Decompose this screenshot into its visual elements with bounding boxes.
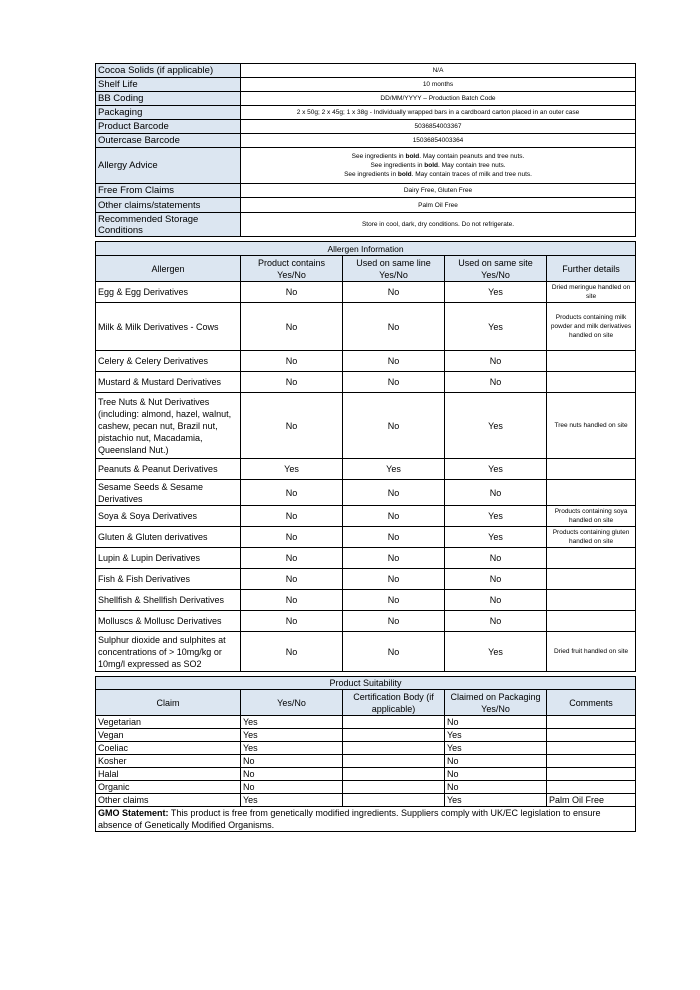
same-site: Yes <box>445 632 547 672</box>
further-details: Products containing soya handled on site <box>547 506 636 527</box>
same-site: No <box>445 590 547 611</box>
further-details: Dried meringue handled on site <box>547 282 636 303</box>
allergen-title-row <box>96 242 636 256</box>
claim-name: Organic <box>96 781 241 794</box>
spec-value: 15036854003364 <box>241 134 636 148</box>
further-details <box>547 459 636 480</box>
section-title: Product Suitability <box>96 677 636 690</box>
same-line: No <box>343 282 445 303</box>
allergen-name: Sulphur dioxide and sulphites at concentrations of > 10mg/kg or 10mg/l expressed as SO2 <box>96 632 241 672</box>
table-row <box>96 794 636 807</box>
certification-body <box>343 768 445 781</box>
spec-value: Dairy Free, Gluten Free <box>241 184 636 198</box>
spec-value: 5036854003367 <box>241 120 636 134</box>
table-row <box>96 303 636 351</box>
table-row <box>96 781 636 794</box>
spec-value: N/A <box>241 64 636 78</box>
claimed-on-packaging: Yes <box>445 742 547 755</box>
spec-value: 10 months <box>241 78 636 92</box>
spec-row-storage <box>96 213 636 237</box>
product-contains: No <box>241 527 343 548</box>
spec-row-free-from-claims <box>96 184 636 198</box>
spec-row-bb-coding <box>96 92 636 106</box>
claim-yesno: No <box>241 755 343 768</box>
column-header: Claim <box>96 690 241 716</box>
table-row <box>96 716 636 729</box>
spec-label: Product Barcode <box>96 120 241 134</box>
claim-yesno: No <box>241 781 343 794</box>
further-details <box>547 351 636 372</box>
same-line: No <box>343 548 445 569</box>
same-site: Yes <box>445 282 547 303</box>
same-site: No <box>445 611 547 632</box>
further-details: Products containing gluten handled on site <box>547 527 636 548</box>
table-row <box>96 527 636 548</box>
product-contains: No <box>241 372 343 393</box>
certification-body <box>343 755 445 768</box>
claimed-on-packaging: No <box>445 781 547 794</box>
comments <box>547 716 636 729</box>
spec-label: Allergy Advice <box>96 148 241 184</box>
claim-yesno: Yes <box>241 794 343 807</box>
same-site: Yes <box>445 393 547 459</box>
same-line: No <box>343 590 445 611</box>
spec-label: Cocoa Solids (if applicable) <box>96 64 241 78</box>
product-contains: No <box>241 632 343 672</box>
table-row <box>96 548 636 569</box>
further-details: Products containing milk powder and milk derivatives handled on site <box>547 303 636 351</box>
further-details <box>547 569 636 590</box>
further-details <box>547 611 636 632</box>
table-row <box>96 632 636 672</box>
allergen-name: Sesame Seeds & Sesame Derivatives <box>96 480 241 506</box>
claim-name: Halal <box>96 768 241 781</box>
allergy-advice-line: See ingredients in bold. May contain peanuts and tree nuts. <box>351 153 525 160</box>
certification-body <box>343 742 445 755</box>
allergen-name: Milk & Milk Derivatives - Cows <box>96 303 241 351</box>
claim-yesno: Yes <box>241 729 343 742</box>
gmo-label: GMO Statement: <box>98 808 169 818</box>
product-contains: No <box>241 506 343 527</box>
column-header: Comments <box>547 690 636 716</box>
same-line: No <box>343 611 445 632</box>
table-row <box>96 372 636 393</box>
claimed-on-packaging: No <box>445 716 547 729</box>
column-header: Certification Body (if applicable) <box>343 690 445 716</box>
allergen-name: Lupin & Lupin Derivatives <box>96 548 241 569</box>
claim-name: Kosher <box>96 755 241 768</box>
spec-label: Free From Claims <box>96 184 241 198</box>
claim-name: Other claims <box>96 794 241 807</box>
spec-label: BB Coding <box>96 92 241 106</box>
further-details <box>547 548 636 569</box>
product-contains: No <box>241 393 343 459</box>
further-details: Tree nuts handled on site <box>547 393 636 459</box>
table-row <box>96 282 636 303</box>
claim-yesno: Yes <box>241 742 343 755</box>
same-line: No <box>343 393 445 459</box>
spec-row-shelf-life <box>96 78 636 92</box>
allergen-name: Fish & Fish Derivatives <box>96 569 241 590</box>
table-row <box>96 480 636 506</box>
spec-table <box>95 63 636 237</box>
further-details: Dried fruit handled on site <box>547 632 636 672</box>
allergen-name: Tree Nuts & Nut Derivatives (including: almond, hazel, walnut, cashew, pecan nut, Brazil nut, pistachio nut, Macadamia, Queensland Nut.) <box>96 393 241 459</box>
product-contains: No <box>241 611 343 632</box>
same-site: No <box>445 480 547 506</box>
same-line: No <box>343 351 445 372</box>
same-line: No <box>343 372 445 393</box>
table-row <box>96 569 636 590</box>
same-site: No <box>445 372 547 393</box>
table-row <box>96 768 636 781</box>
certification-body <box>343 716 445 729</box>
product-contains: Yes <box>241 459 343 480</box>
table-row <box>96 393 636 459</box>
spec-row-cocoa-solids <box>96 64 636 78</box>
same-site: Yes <box>445 506 547 527</box>
product-contains: No <box>241 548 343 569</box>
allergen-name: Shellfish & Shellfish Derivatives <box>96 590 241 611</box>
comments <box>547 755 636 768</box>
same-site: No <box>445 548 547 569</box>
gmo-text: This product is free from genetically modified ingredients. Suppliers comply with UK/EC legislation to ensure absence of Genetically Modified Organisms. <box>98 808 601 830</box>
column-header: Claimed on Packaging Yes/No <box>445 690 547 716</box>
suitability-table <box>95 676 636 832</box>
table-row <box>96 459 636 480</box>
same-line: No <box>343 506 445 527</box>
product-contains: No <box>241 569 343 590</box>
column-header: Used on same line Yes/No <box>343 256 445 282</box>
spec-label: Outercase Barcode <box>96 134 241 148</box>
further-details <box>547 372 636 393</box>
claimed-on-packaging: Yes <box>445 794 547 807</box>
claimed-on-packaging: No <box>445 768 547 781</box>
spec-row-allergy-advice <box>96 148 636 184</box>
same-line: No <box>343 632 445 672</box>
product-contains: No <box>241 590 343 611</box>
table-row <box>96 351 636 372</box>
spec-label: Packaging <box>96 106 241 120</box>
spec-value: Palm Oil Free <box>241 198 636 213</box>
allergen-name: Celery & Celery Derivatives <box>96 351 241 372</box>
allergen-name: Soya & Soya Derivatives <box>96 506 241 527</box>
column-header: Further details <box>547 256 636 282</box>
allergen-name: Egg & Egg Derivatives <box>96 282 241 303</box>
same-line: No <box>343 527 445 548</box>
same-line: No <box>343 480 445 506</box>
claim-name: Vegan <box>96 729 241 742</box>
claim-yesno: No <box>241 768 343 781</box>
spec-row-product-barcode <box>96 120 636 134</box>
same-site: Yes <box>445 303 547 351</box>
same-site: Yes <box>445 527 547 548</box>
product-contains: No <box>241 282 343 303</box>
table-row <box>96 729 636 742</box>
certification-body <box>343 729 445 742</box>
table-row <box>96 742 636 755</box>
table-row <box>96 611 636 632</box>
further-details <box>547 480 636 506</box>
comments <box>547 729 636 742</box>
further-details <box>547 590 636 611</box>
claim-name: Vegetarian <box>96 716 241 729</box>
spec-row-outercase-barcode <box>96 134 636 148</box>
spec-label: Shelf Life <box>96 78 241 92</box>
table-row <box>96 755 636 768</box>
claimed-on-packaging: Yes <box>445 729 547 742</box>
column-header: Product contains Yes/No <box>241 256 343 282</box>
table-row <box>96 506 636 527</box>
spec-row-packaging <box>96 106 636 120</box>
same-line: No <box>343 569 445 590</box>
allergen-header-row <box>96 256 636 282</box>
spec-label: Recommended Storage Conditions <box>96 213 241 237</box>
spec-value: Store in cool, dark, dry conditions. Do not refrigerate. <box>241 213 636 237</box>
spec-value: 2 x 50g; 2 x 45g; 1 x 38g - Individually wrapped bars in a cardboard carton placed in an outer case <box>241 106 636 120</box>
allergen-name: Molluscs & Mollusc Derivatives <box>96 611 241 632</box>
table-row <box>96 590 636 611</box>
product-contains: No <box>241 303 343 351</box>
claim-name: Coeliac <box>96 742 241 755</box>
suitability-header-row <box>96 690 636 716</box>
gmo-statement <box>96 807 636 832</box>
column-header: Allergen <box>96 256 241 282</box>
comments <box>547 768 636 781</box>
comments <box>547 781 636 794</box>
allergen-name: Peanuts & Peanut Derivatives <box>96 459 241 480</box>
allergen-table <box>95 241 636 672</box>
same-site: Yes <box>445 459 547 480</box>
same-line: No <box>343 303 445 351</box>
allergen-name: Gluten & Gluten derivatives <box>96 527 241 548</box>
spec-row-other-claims <box>96 198 636 213</box>
spec-label: Other claims/statements <box>96 198 241 213</box>
allergy-advice-line: See ingredients in bold. May contain tree nuts. <box>370 162 506 169</box>
spec-value: DD/MM/YYYY – Production Batch Code <box>241 92 636 106</box>
same-line: Yes <box>343 459 445 480</box>
column-header: Yes/No <box>241 690 343 716</box>
section-title: Allergen Information <box>96 242 636 256</box>
claimed-on-packaging: No <box>445 755 547 768</box>
certification-body <box>343 781 445 794</box>
product-contains: No <box>241 351 343 372</box>
allergy-advice-value <box>241 148 636 184</box>
product-specification-sheet <box>95 63 635 832</box>
allergy-advice-line: See ingredients in bold. May contain traces of milk and tree nuts. <box>344 171 532 178</box>
comments <box>547 742 636 755</box>
same-site: No <box>445 351 547 372</box>
same-site: No <box>445 569 547 590</box>
allergen-name: Mustard & Mustard Derivatives <box>96 372 241 393</box>
suitability-title-row <box>96 677 636 690</box>
gmo-row <box>96 807 636 832</box>
claim-yesno: Yes <box>241 716 343 729</box>
certification-body <box>343 794 445 807</box>
comments: Palm Oil Free <box>547 794 636 807</box>
column-header: Used on same site Yes/No <box>445 256 547 282</box>
product-contains: No <box>241 480 343 506</box>
